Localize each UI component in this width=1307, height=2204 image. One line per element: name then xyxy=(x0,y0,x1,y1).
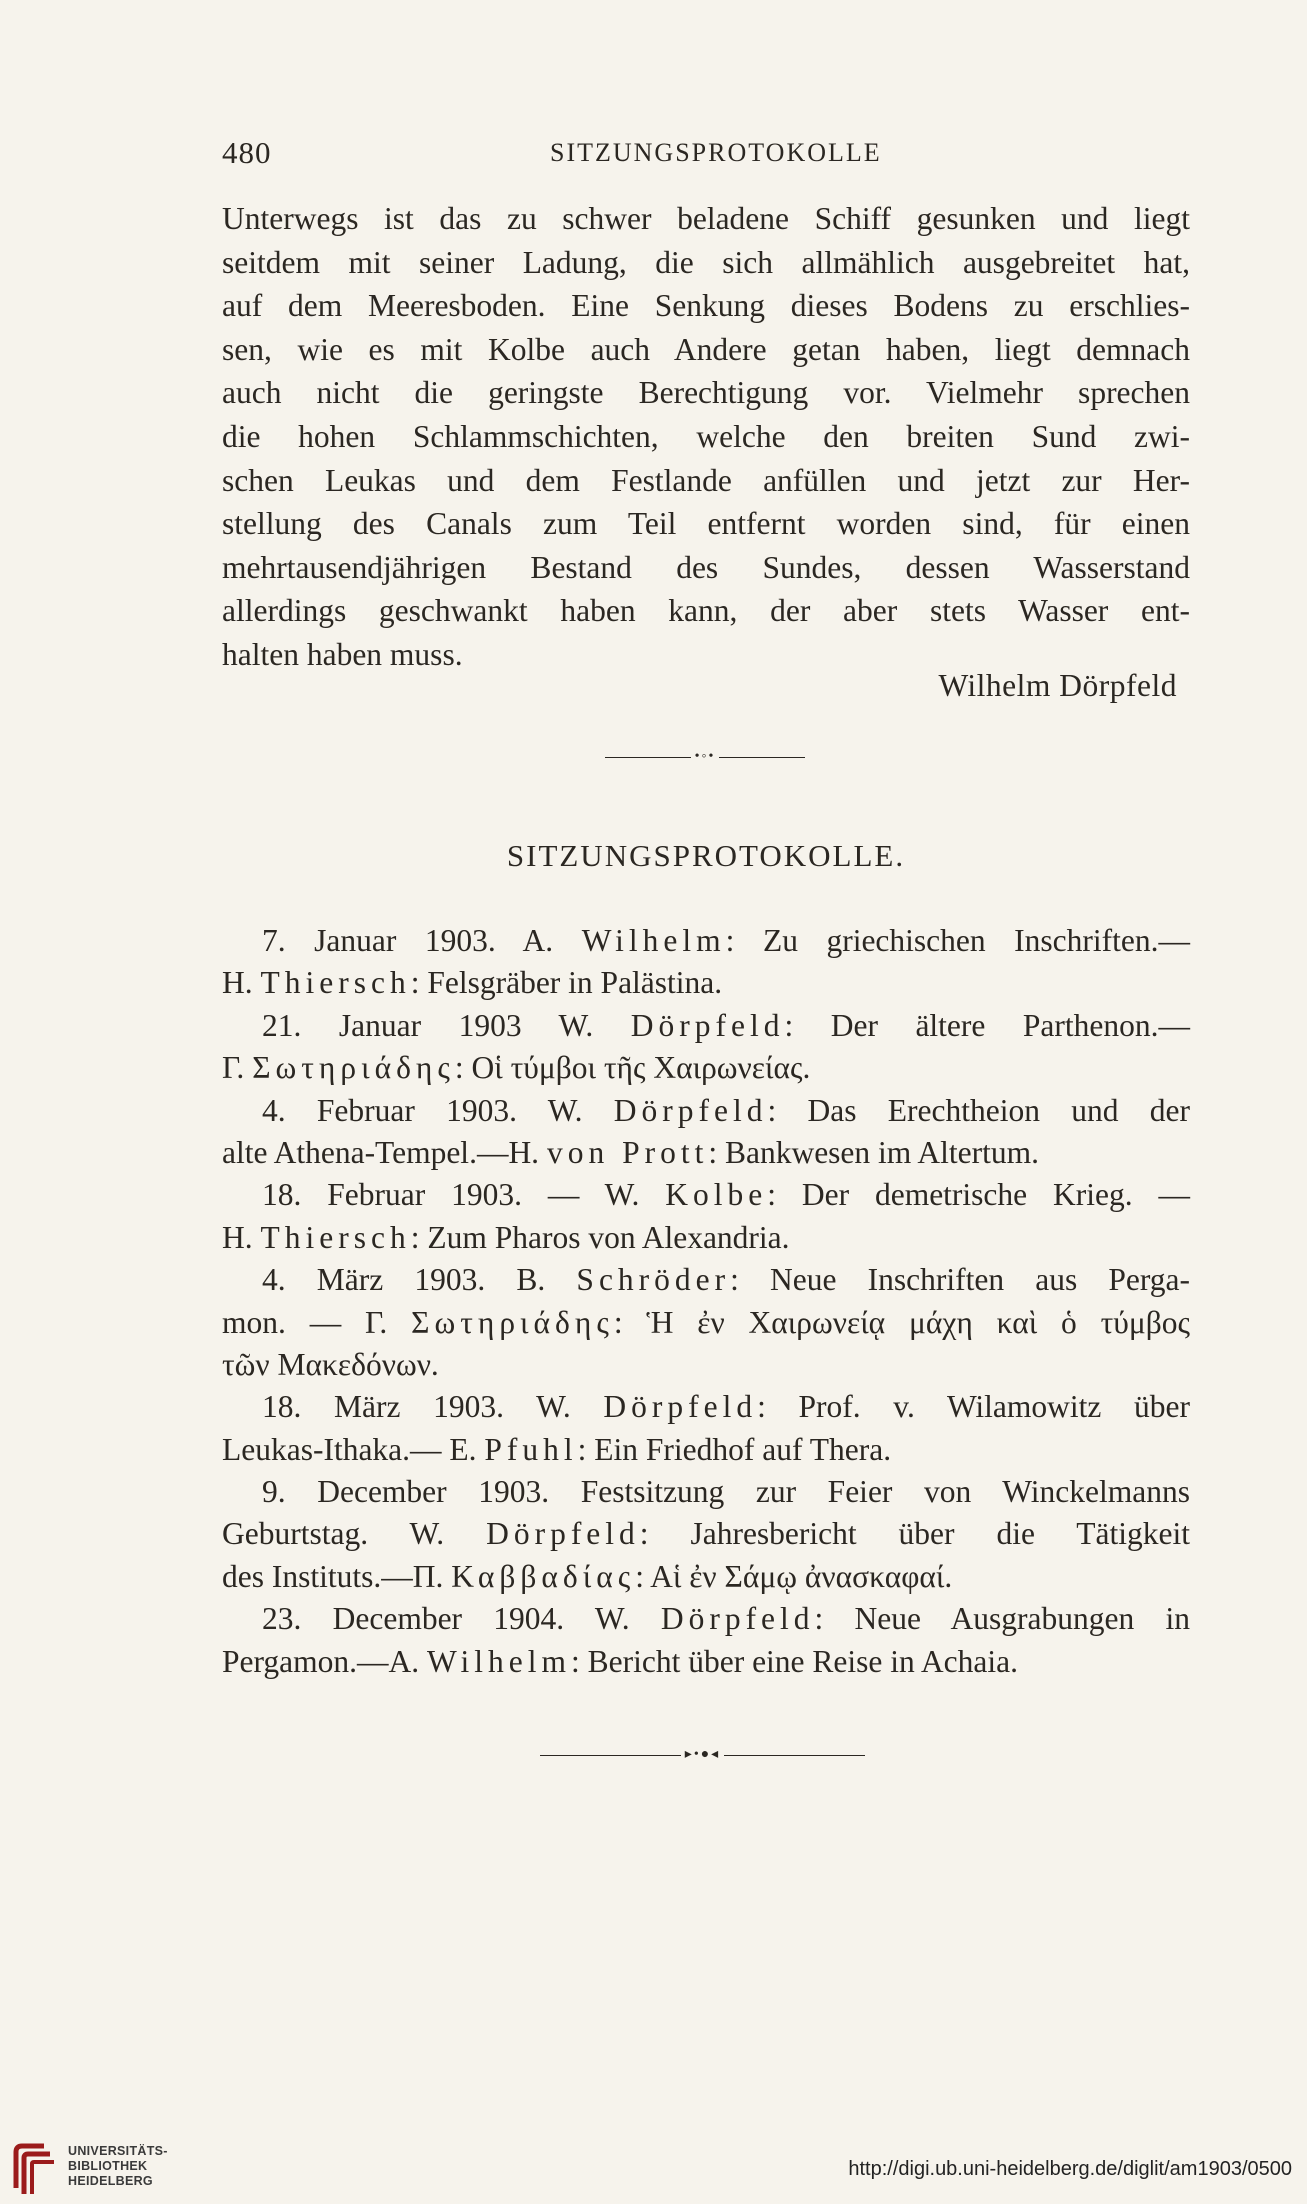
protocol-entry-line xyxy=(222,1090,1190,1132)
speaker-name: Dörpfeld xyxy=(486,1516,640,1552)
protocol-entry-line xyxy=(222,962,1190,1004)
article-body xyxy=(222,197,1190,677)
speaker-name: Thiersch xyxy=(260,965,411,1001)
speaker-name: Dörpfeld xyxy=(660,1601,815,1637)
protocol-entry-line xyxy=(222,1641,1190,1683)
entry-text: : Neue Ausgrabungen in xyxy=(814,1601,1190,1637)
speaker-name: Σωτηριάδης xyxy=(252,1050,455,1086)
body-line: allerdings geschwankt haben kann, der aber stets Wasser ent- xyxy=(222,593,1190,629)
body-line: die hohen Schlammschichten, welche den breiten Sund zwi- xyxy=(222,418,1190,454)
entry-text: : Jahresbericht über die Tätigkeit xyxy=(639,1516,1190,1552)
speaker-name: Schröder xyxy=(576,1262,731,1298)
entry-text: Geburtstag. W. xyxy=(222,1516,487,1552)
speaker-name: Dörpfeld xyxy=(630,1007,785,1043)
protocol-entry-line xyxy=(222,1217,1190,1259)
library-name-line: UNIVERSITÄTS- xyxy=(68,2144,168,2158)
body-line: Unterwegs ist das zu schwer beladene Schiff gesunken und liegt xyxy=(222,201,1190,236)
speaker-name: Kolbe xyxy=(665,1177,768,1213)
protocol-entry-line xyxy=(222,1598,1190,1640)
entry-text: : Αἱ ἐν Σάμῳ ἀνασκαφαί. xyxy=(635,1558,953,1594)
protocol-entry-line xyxy=(222,1556,1190,1598)
protocol-entry-line xyxy=(222,1471,1190,1513)
entry-text: : Bericht über eine Reise in Achaia. xyxy=(571,1643,1018,1679)
speaker-name: Καββαδίας xyxy=(451,1558,636,1594)
entry-text: 4. Februar 1903. W. xyxy=(262,1092,614,1128)
entry-text: : Prof. v. Wilamowitz über xyxy=(757,1389,1190,1425)
protocol-entry-line xyxy=(222,1132,1190,1174)
page-number: 480 xyxy=(222,135,272,170)
library-name-line: BIBLIOTHEK xyxy=(68,2159,148,2173)
speaker-name: Thiersch xyxy=(260,1219,411,1255)
entry-text: : Ein Friedhof auf Thera. xyxy=(577,1431,892,1467)
entry-text: : Zu griechischen Inschriften.— xyxy=(725,923,1190,958)
protocol-entry-line xyxy=(222,1005,1190,1047)
protocol-entries xyxy=(222,920,1190,1683)
speaker-name: Pfuhl xyxy=(484,1431,578,1467)
library-logo-icon xyxy=(10,2138,58,2198)
entry-text: : Neue Inschriften aus Perga- xyxy=(730,1262,1190,1298)
speaker-name: Dörpfeld xyxy=(603,1389,758,1425)
entry-text: alte Athena-Tempel.—H. xyxy=(222,1134,547,1170)
protocol-entry-line xyxy=(222,1386,1190,1428)
speaker-name: Σωτηριάδης xyxy=(411,1304,614,1340)
entry-text: 7. Januar 1903. A. xyxy=(262,923,582,958)
body-line: stellung des Canals zum Teil entfernt worden sind, für einen xyxy=(222,506,1190,542)
entry-text: Pergamon.—A. xyxy=(222,1643,428,1679)
protocol-entry-line xyxy=(222,920,1190,962)
entry-text: τῶν Μακεδόνων. xyxy=(222,1346,439,1382)
entry-text: : Der ältere Parthenon.— xyxy=(784,1007,1190,1043)
library-name-line: HEIDELBERG xyxy=(68,2174,153,2188)
page-header xyxy=(222,135,1190,175)
protocol-entry-line xyxy=(222,1513,1190,1555)
speaker-name: Wilhelm xyxy=(581,923,726,958)
source-url-link[interactable]: http://digi.ub.uni-heidelberg.de/diglit/am1903/0500 xyxy=(848,2158,1292,2180)
body-line: seitdem mit seiner Ladung, die sich allmählich ausgebreitet hat, xyxy=(222,244,1190,280)
body-line: mehrtausendjährigen Bestand des Sundes, dessen Wasserstand xyxy=(222,549,1190,585)
entry-text: : Ἡ ἐν Χαιρωνείᾳ μάχη καὶ ὁ τύμβος xyxy=(613,1304,1190,1340)
entry-text: : Felsgräber in Palästina. xyxy=(410,965,723,1001)
entry-text: : Bankwesen im Altertum. xyxy=(708,1134,1040,1170)
library-name xyxy=(68,2144,168,2189)
protocol-entry-line xyxy=(222,1259,1190,1301)
body-line: halten haben muss. xyxy=(222,636,463,672)
entry-text: : Das Erechtheion und der xyxy=(767,1092,1190,1128)
speaker-name: von Prott xyxy=(546,1134,709,1170)
speaker-name: Dörpfeld xyxy=(613,1092,768,1128)
protocol-entry-line xyxy=(222,1047,1190,1089)
entry-text: H. xyxy=(222,1219,261,1255)
entry-text: 9. December 1903. Festsitzung zur Feier von Winckelmanns xyxy=(262,1474,1190,1510)
author-signature: Wilhelm Dörpfeld xyxy=(938,668,1177,703)
entry-text: mon. — Γ. xyxy=(222,1304,412,1340)
section-title: SITZUNGSPROTOKOLLE. xyxy=(506,838,906,873)
entry-text: 23. December 1904. W. xyxy=(262,1601,661,1637)
body-line: auch nicht die geringste Berechtigung vor. Vielmehr sprechen xyxy=(222,375,1190,411)
library-logo xyxy=(10,2138,180,2198)
speaker-name: Wilhelm xyxy=(427,1643,571,1679)
entry-text: des Instituts.—Π. xyxy=(222,1558,452,1594)
entry-text: : Zum Pharos von Alexandria. xyxy=(410,1219,790,1255)
entry-text: : Οἱ τύμβοι τῆς Χαιρωνείας. xyxy=(454,1050,811,1086)
ornamental-divider-top: •◦• xyxy=(605,752,805,762)
running-head: SITZUNGSPROTOKOLLE xyxy=(550,138,882,167)
body-line: sen, wie es mit Kolbe auch Andere getan haben, liegt demnach xyxy=(222,331,1190,367)
entry-text: 4. März 1903. B. xyxy=(262,1262,577,1298)
body-line: schen Leukas und dem Festlande anfüllen und jetzt zur Her- xyxy=(222,462,1190,498)
ornamental-divider-bottom: ▸•●◂ xyxy=(540,1750,865,1760)
protocol-entry-line xyxy=(222,1344,1190,1386)
entry-text: 21. Januar 1903 W. xyxy=(262,1007,631,1043)
protocol-entry-line xyxy=(222,1302,1190,1344)
entry-text: : Der demetrische Krieg. — xyxy=(767,1177,1190,1213)
body-line: auf dem Meeresboden. Eine Senkung dieses Bodens zu erschlies- xyxy=(222,288,1190,324)
entry-text: 18. Februar 1903. — W. xyxy=(262,1177,666,1213)
entry-text: H. xyxy=(222,965,261,1001)
protocol-entry-line xyxy=(222,1174,1190,1216)
entry-text: Γ. xyxy=(222,1050,253,1086)
protocol-entry-line xyxy=(222,1429,1190,1471)
entry-text: 18. März 1903. W. xyxy=(262,1389,604,1425)
entry-text: Leukas-Ithaka.— E. xyxy=(222,1431,485,1467)
